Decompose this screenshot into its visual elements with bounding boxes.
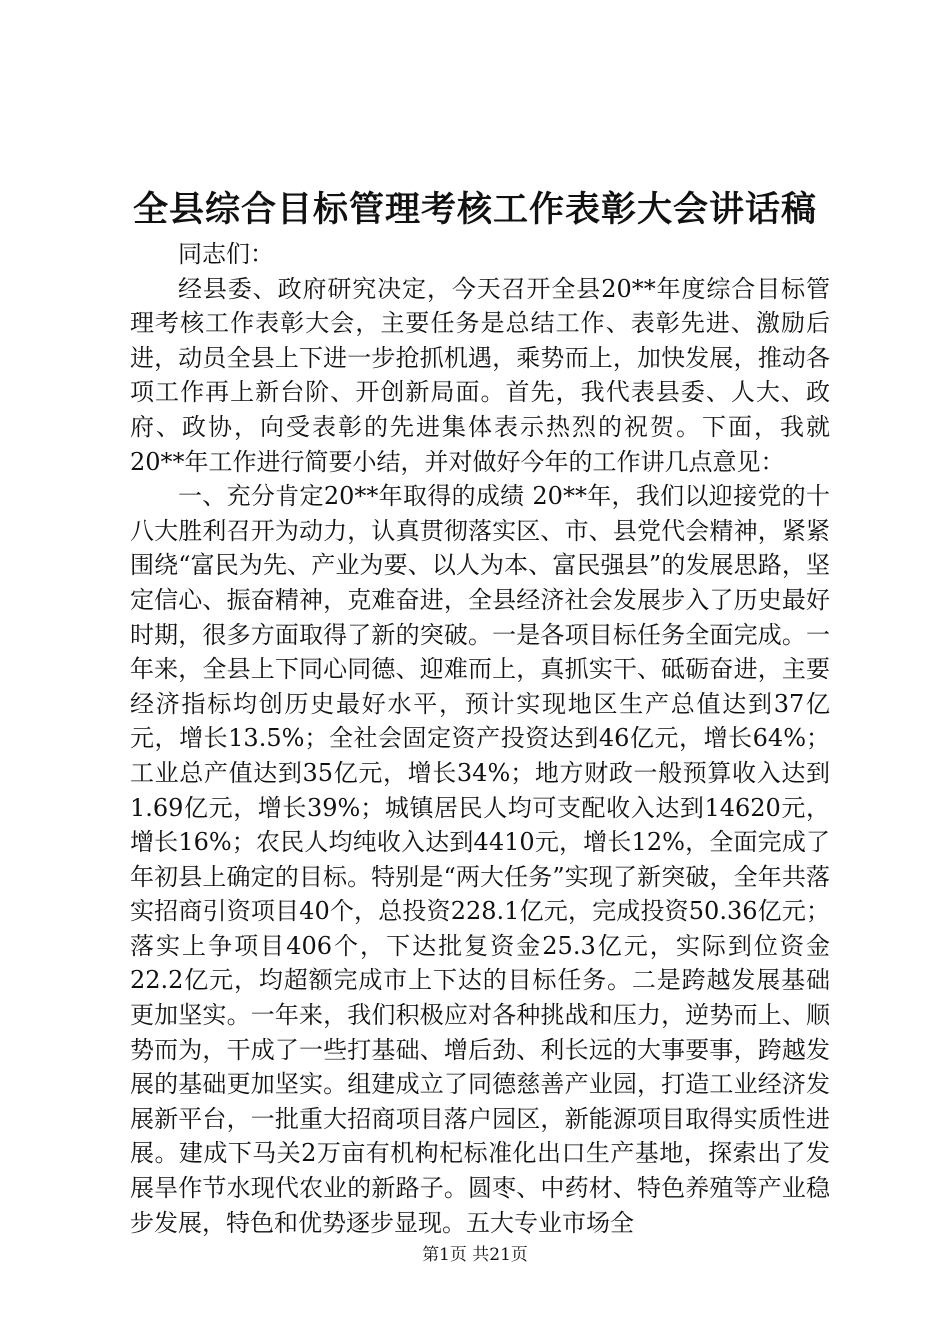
paragraph-2: 一、充分肯定20**年取得的成绩 20**年，我们以迎接党的十八大胜利召开为动力，认真贯彻落实区、市、县党代会精神，紧紧围绕“富民为先、产业为要、以人为本、富民强县”的发展思路，坚定信心、振奋精神，克难奋进，全县经济社会发展步入了历史最好时期，很多方面取得了新的突破。一是各项目标任务全面完成。一年来，全县上下同心同德、迎难而上，真抓实干、砥砺奋进，主要经济指标均创历史最好水平，预计实现地区生产总值达到37亿元，增长13.5%；全社会固定资产投资达到46亿元，增长64%；工业总产值达到35亿元，增长34%；地方财政一般预算收入达到1.69亿元，增长39%；城镇居民人均可支配收入达到14620元，增长16%；农民人均纯收入达到4410元，增长12%，全面完成了年初县上确定的目标。特别是“两大任务”实现了新突破，全年共落实招商引资项目40个，总投资228.1亿元，完成投资50.36亿元；落实上争项目406个，下达批复资金25.3亿元，实际到位资金22.2亿元，均超额完成市上下达的目标任务。二是跨越发展基础更加坚实。一年来，我们积极应对各种挑战和压力，逆势而上、顺势而为，干成了一些打基础、增后劲、利长远的大事要事，跨越发展的基础更加坚实。组建成立了同德慈善产业园，打造工业经济发展新平台，一批重大招商项目落户园区，新能源项目取得实质性进展。建成下马关2万亩有机枸杞标准化出口生产基地，探索出了发展旱作节水现代农业的新路子。圆枣、中药材、特色养殖等产业稳步发展，特色和优势逐步显现。五大专业市场全 — [130, 482, 830, 1237]
document-title: 全县综合目标管理考核工作表彰大会讲话稿 — [132, 190, 817, 230]
salutation: 同志们： — [178, 240, 274, 268]
paragraph-1: 经县委、政府研究决定，今天召开全县20**年度综合目标管理考核工作表彰大会，主要任务是总结工作、表彰先进、激励后进，动员全县上下进一步抢抓机遇，乘势而上，加快发展，推动各项工作再上新台阶、开创新局面。首先，我代表县委、人大、政府、政协，向受表彰的先进集体表示热烈的祝贺。下面，我就20**年工作进行简要小结，并对做好今年的工作讲几点意见： — [130, 274, 830, 476]
page-number: 第1页 共21页 — [422, 1245, 528, 1265]
document-body — [130, 237, 830, 1240]
